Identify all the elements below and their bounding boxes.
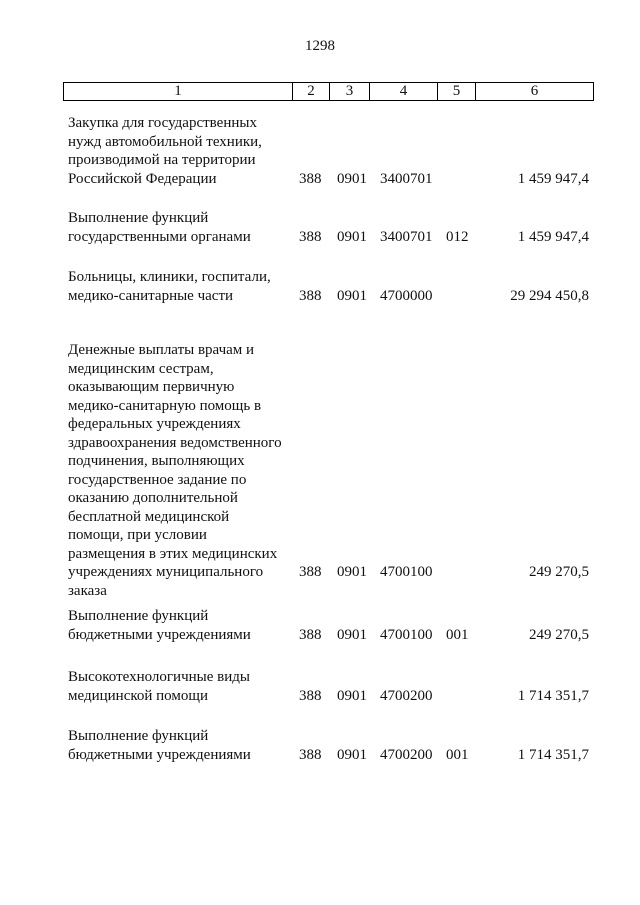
column-header-6: 6 [476, 83, 594, 101]
row-section-code: 0901 [337, 746, 367, 763]
row-expense-type: 012 [446, 228, 469, 245]
row-amount: 1 714 351,7 [517, 746, 589, 763]
row-description: Высокотехнологичные виды медицинской помощи [68, 669, 250, 704]
row-ved-code: 388 [299, 228, 322, 245]
row-ved-code: 388 [299, 170, 322, 187]
row-description: Выполнение функций бюджетными учреждениями [68, 608, 251, 643]
row-section-code: 0901 [337, 170, 367, 187]
row-expense-type: 001 [446, 746, 469, 763]
column-header-5: 5 [438, 83, 476, 101]
row-section-code: 0901 [337, 626, 367, 643]
row-ved-code: 388 [299, 746, 322, 763]
row-target-code: 4700000 [380, 287, 433, 304]
page-number: 1298 [305, 38, 335, 54]
row-amount: 29 294 450,8 [510, 287, 589, 304]
column-header-2: 2 [293, 83, 330, 101]
row-ved-code: 388 [299, 626, 322, 643]
column-header-3: 3 [330, 83, 370, 101]
row-ved-code: 388 [299, 287, 322, 304]
row-description: Больницы, клиники, госпитали, медико-санитарные части [68, 269, 271, 304]
column-header-4: 4 [370, 83, 438, 101]
row-amount: 249 270,5 [529, 626, 589, 643]
row-amount: 1 459 947,4 [517, 228, 589, 245]
row-target-code: 4700200 [380, 687, 433, 704]
row-target-code: 3400701 [380, 228, 433, 245]
row-target-code: 4700100 [380, 626, 433, 643]
row-target-code: 4700200 [380, 746, 433, 763]
row-description: Денежные выплаты врачам и медицинским сестрам, оказывающим первичную медико-санитарную помощь в федеральных учреждениях здравоохранения ведомственного подчинения, выполняющих государственное задание по оказанию дополнительной бесплатной медицинской помощи, при условии размещения в этих медицинских учреждениях муниципального заказа [68, 342, 282, 599]
row-ved-code: 388 [299, 687, 322, 704]
row-section-code: 0901 [337, 687, 367, 704]
row-section-code: 0901 [337, 564, 367, 580]
row-amount: 1 459 947,4 [517, 170, 589, 187]
row-amount: 1 714 351,7 [517, 687, 589, 704]
row-ved-code: 388 [299, 564, 322, 580]
row-section-code: 0901 [337, 228, 367, 245]
row-description: Закупка для государственных нужд автомобильной техники, производимой на территории Российской Федерации [68, 115, 262, 187]
row-target-code: 3400701 [380, 170, 433, 187]
column-header-table [63, 82, 594, 101]
row-expense-type: 001 [446, 626, 469, 643]
row-description: Выполнение функций бюджетными учреждениями [68, 728, 251, 763]
row-target-code: 4700100 [380, 564, 433, 580]
row-amount: 249 270,5 [529, 564, 589, 580]
column-header-1: 1 [64, 83, 293, 101]
row-section-code: 0901 [337, 287, 367, 304]
row-description: Выполнение функций государственными органами [68, 210, 251, 245]
